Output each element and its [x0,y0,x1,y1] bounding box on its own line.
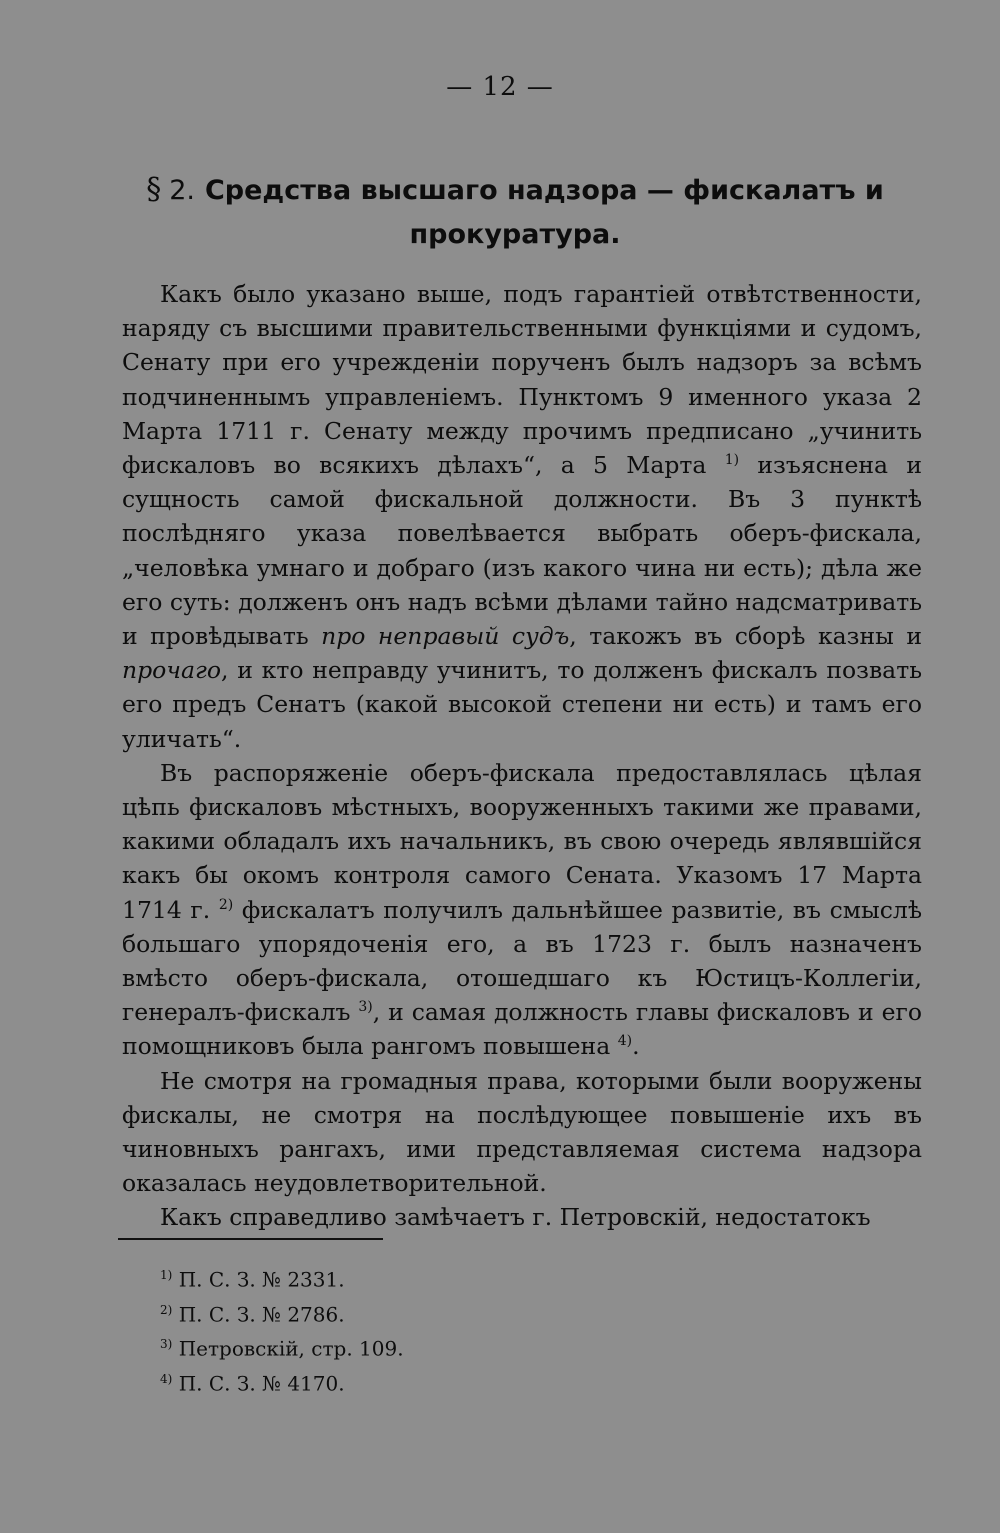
section-number: 2. [169,175,195,206]
footnote-text: П. С. З. № 4170. [178,1371,345,1396]
footnote-text: П. С. З. № 2331. [178,1267,345,1292]
section-heading [120,168,910,257]
paragraph-text: Какъ было указано выше, подъ гарантіей отвѣтственности, наряду съ высшими правительственными функціями и судомъ, Сенату при его учрежденіи порученъ былъ надзоръ за всѣмъ подчиненнымъ управленіемъ. Пунктомъ 9 именного указа 2 Марта 1711 г. Сенату между прочимъ предписано „учинить фискаловъ во всякихъ дѣлахъ“, а 5 Марта [122,280,922,480]
footnote-ref: 3) [358,999,373,1016]
body-text [122,277,922,1235]
paragraph [122,1200,922,1234]
footnote-ref: 1) [724,452,740,469]
paragraph [122,277,922,756]
footnote-mark: 4) [160,1371,173,1386]
footnote-text: Петровскій, стр. 109. [178,1336,404,1361]
italic-text: про неправый судъ [321,622,570,651]
footnote [160,1329,760,1364]
footnote-text: П. С. З. № 2786. [178,1302,345,1327]
footnote [160,1295,760,1330]
paragraph-text: , и самая должность главы фискаловъ и его помощниковъ была рангомъ повышена [122,998,922,1061]
paragraph-text: Въ распоряженіе оберъ-фискала предоставлялась цѣлая цѣпь фискаловъ мѣстныхъ, вооруженныхъ такими же правами, какими обладалъ ихъ начальникъ, въ свою очередь являвшійся какъ бы окомъ контроля самого Сената. Указомъ 17 Марта 1714 г. [122,758,922,924]
paragraph [122,756,922,1064]
footnote-mark: 3) [160,1337,173,1352]
paragraph [122,1064,922,1201]
footnote [160,1364,760,1399]
footnotes [160,1260,760,1399]
paragraph-text: фискалатъ получилъ дальнѣйшее развитіе, въ смыслѣ большаго упорядоченія его, а въ 1723 г. былъ назначенъ вмѣсто оберъ-фискала, отошедшаго къ Юстицъ-Коллегіи, генералъ-фискалъ [122,895,922,1027]
paragraph-text: Какъ справедливо замѣчаетъ г. Петровскій, недостатокъ [160,1203,871,1232]
footnote-ref: 2) [218,896,234,913]
paragraph-text: , и кто неправду учинитъ, то долженъ фискалъ позвать его предъ Сенатъ (какой высокой степени ни есть) и тамъ его уличать“. [122,656,922,753]
footnote-mark: 2) [160,1302,173,1317]
section-title: Средства высшаго надзора — фискалатъ и прокуратура. [204,175,884,250]
italic-text: прочаго [122,656,221,685]
footnote-ref: 4) [617,1033,633,1050]
paragraph-text: , такожъ въ сборѣ казны и [569,622,922,651]
footnote [160,1260,760,1295]
paragraph-text: Не смотря на громадныя права, которыми были вооружены фискалы, не смотря на послѣдующее повышеніе ихъ въ чиновныхъ рангахъ, ими представляемая система надзора оказалась неудовлетворительной. [122,1066,922,1198]
paragraph-text: изъяснена и сущность самой фискальной должности. Въ 3 пунктѣ послѣдняго указа повелѣвается выбрать оберъ-фискала, „человѣка умнаго и добраго (изъ какого чина ни есть); дѣла же его суть: долженъ онъ надъ всѣми дѣлами тайно надсматривать и провѣдывать [122,451,922,651]
footnote-separator [118,1238,383,1240]
page-number: — 12 — [446,72,554,102]
paragraph-text: . [632,1032,640,1061]
section-sign: § [146,172,162,207]
footnote-mark: 1) [160,1268,173,1282]
